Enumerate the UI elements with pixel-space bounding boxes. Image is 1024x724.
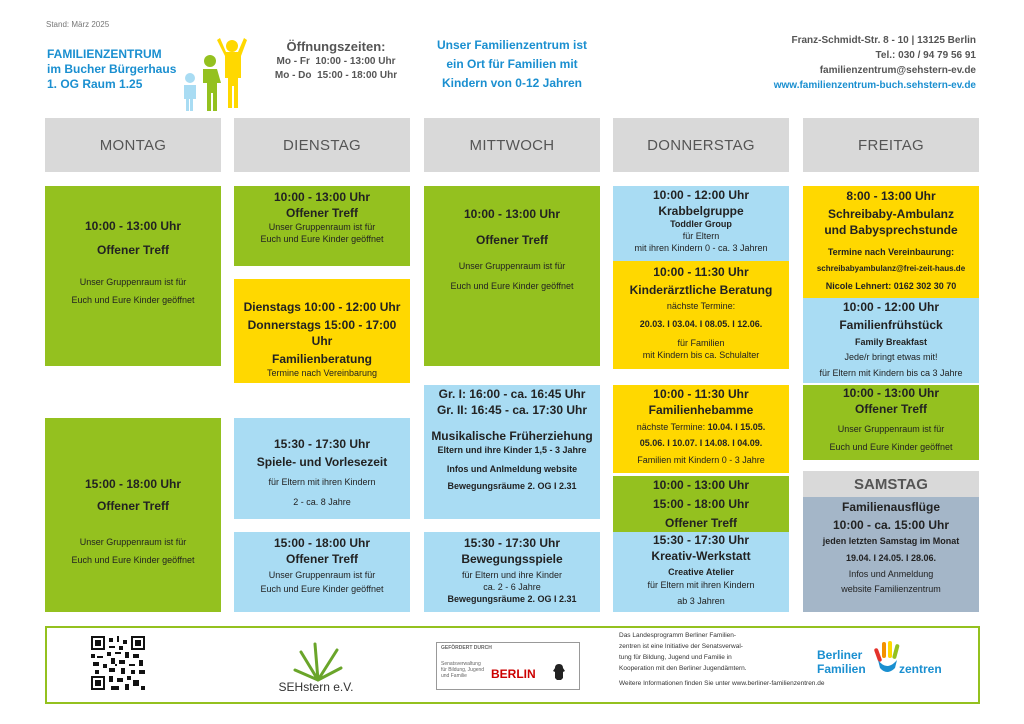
contact-block bbox=[774, 33, 976, 93]
mi-open-meeting: 10:00 - 13:00 Uhr Offener Treff Unser Gruppenraum ist für Euch und Eure Kinder geöffnet bbox=[424, 186, 600, 366]
children-figures-icon bbox=[176, 32, 254, 114]
stand-date: Stand: März 2025 bbox=[46, 20, 110, 29]
do-creative-workshop: 15:30 - 17:30 Uhr Kreativ-Werkstatt Creative Atelier für Eltern mit ihren Kindern ab 3 Jahren bbox=[613, 532, 789, 612]
di-games-reading: 15:30 - 17:30 Uhr Spiele- und Vorlesezeit für Eltern mit ihren Kindern 2 - ca. 8 Jahre bbox=[234, 418, 410, 519]
footer bbox=[45, 626, 980, 704]
opening-hours: Öffnungszeiten: Mo - Fr 10:00 - 13:00 Uhr Mo - Do 15:00 - 18:00 Uhr bbox=[274, 39, 398, 81]
sehstern-logo: SEHstern e.V. bbox=[269, 640, 363, 698]
program-info: Das Landesprogramm Berliner Familien- zentren ist eine Initiative der Senatsverwal- tung für Bildung, Jugend und Familie in Kooperation mit den Berliner Jugendämtern. Weitere Informationen finden Sie unter www.berliner-familienzentren.de bbox=[619, 632, 825, 687]
senate-logo: GEFÖRDERT DURCH Senatsverwaltung für Bildung, Jugend und Familie BERLIN bbox=[436, 642, 580, 690]
mi-movement-games: 15:30 - 17:30 Uhr Bewegungsspiele für Eltern und ihre Kinder ca. 2 - 6 Jahre Bewegungsräume 2. OG I 2.31 bbox=[424, 532, 600, 612]
di-family-counseling: Dienstags 10:00 - 12:00 Uhr Donnerstags 15:00 - 17:00 Uhr Familienberatung Termine nach Vereinbarung bbox=[234, 279, 410, 383]
fr-crying-baby-clinic: 8:00 - 13:00 Uhr Schreibaby-Ambulanz und Babysprechstunde Termine nach Vereinbaurung: schreibabyambulanz@frei-zeit-haus.de Nicole Lehnert: 0162 302 30 70 bbox=[803, 186, 979, 298]
day-saturday: SAMSTAG bbox=[803, 471, 979, 497]
mo-open-meeting-morning: 10:00 - 13:00 Uhr Offener Treff Unser Gruppenraum ist für Euch und Eure Kinder geöffnet bbox=[45, 186, 221, 366]
do-family-midwife: 10:00 - 11:30 Uhr Familienhebamme nächste Termine: 10.04. I 15.05. 05.06. I 10.07. I 14.08. I 04.09. Familien mit Kindern 0 - 3 Jahre bbox=[613, 385, 789, 473]
website-link[interactable]: www.familienzentrum-buch.sehstern-ev.de bbox=[773, 80, 976, 91]
day-monday: MONTAG bbox=[45, 118, 221, 172]
di-open-meeting-morning: 10:00 - 13:00 Uhr Offener Treff Unser Gruppenraum ist für Euch und Eure Kinder geöffnet bbox=[234, 186, 410, 266]
di-open-meeting-afternoon: 15:00 - 18:00 Uhr Offener Treff Unser Gruppenraum ist für Euch und Eure Kinder geöffnet bbox=[234, 532, 410, 612]
berlin-bear-icon bbox=[552, 663, 566, 681]
day-thursday: DONNERSTAG bbox=[613, 118, 789, 172]
day-friday: FREITAG bbox=[803, 118, 979, 172]
day-wednesday: MITTWOCH bbox=[424, 118, 600, 172]
mo-open-meeting-afternoon: 15:00 - 18:00 Uhr Offener Treff Unser Gruppenraum ist für Euch und Eure Kinder geöffnet bbox=[45, 418, 221, 612]
hand-logo-icon bbox=[873, 638, 901, 674]
address: Franz-Schmidt-Str. 8 - 10 | 13125 Berlin bbox=[791, 35, 976, 46]
day-tuesday: DIENSTAG bbox=[234, 118, 410, 172]
do-toddler-group: 10:00 - 12:00 Uhr Krabbelgruppe Toddler Group für Eltern mit ihren Kindern 0 - ca. 3 Jahren bbox=[613, 186, 789, 261]
do-pediatric-counseling: 10:00 - 11:30 Uhr Kinderärztliche Beratung nächste Termine: 20.03. I 03.04. I 08.05. I 12.06. für Familien mit Kindern bis ca. Schulalter bbox=[613, 261, 789, 369]
sa-family-trips: Familienausflüge 10:00 - ca. 15:00 Uhr jeden letzten Samstag im Monat 19.04. I 24.05. I 28.06. Infos und Anmeldung website Familienzentrum bbox=[803, 497, 979, 612]
mi-music-education: Gr. I: 16:00 - ca. 16:45 Uhr Gr. II: 16:45 - ca. 17:30 Uhr Musikalische Früherziehung Eltern und ihre Kinder 1,5 - 3 Jahre Infos und Anlmeldung website Bewegungsräume 2. OG I 2.31 bbox=[424, 385, 600, 519]
star-logo-icon bbox=[293, 640, 343, 682]
berliner-familienzentren-logo: Berliner Familien zentren bbox=[817, 638, 967, 688]
do-open-meeting: 10:00 - 13:00 Uhr 15:00 - 18:00 Uhr Offener Treff bbox=[613, 476, 789, 532]
tagline: Unser Familienzentrum ist ein Ort für Familien mit Kindern von 0-12 Jahren bbox=[436, 38, 588, 90]
fr-family-breakfast: 10:00 - 12:00 Uhr Familienfrühstück Family Breakfast Jede/r bringt etwas mit! für Eltern mit Kindern bis ca 3 Jahre bbox=[803, 298, 979, 383]
email[interactable]: familienzentrum@sehstern-ev.de bbox=[819, 65, 976, 76]
qr-code-icon[interactable] bbox=[91, 636, 145, 690]
center-name: FAMILIENZENTRUM im Bucher Bürgerhaus 1. OG Raum 1.25 bbox=[47, 47, 177, 91]
fr-open-meeting: 10:00 - 13:00 Uhr Offener Treff Unser Gruppenraum ist für Euch und Eure Kinder geöffnet bbox=[803, 385, 979, 460]
telephone: Tel.: 030 / 94 79 56 91 bbox=[875, 50, 976, 61]
